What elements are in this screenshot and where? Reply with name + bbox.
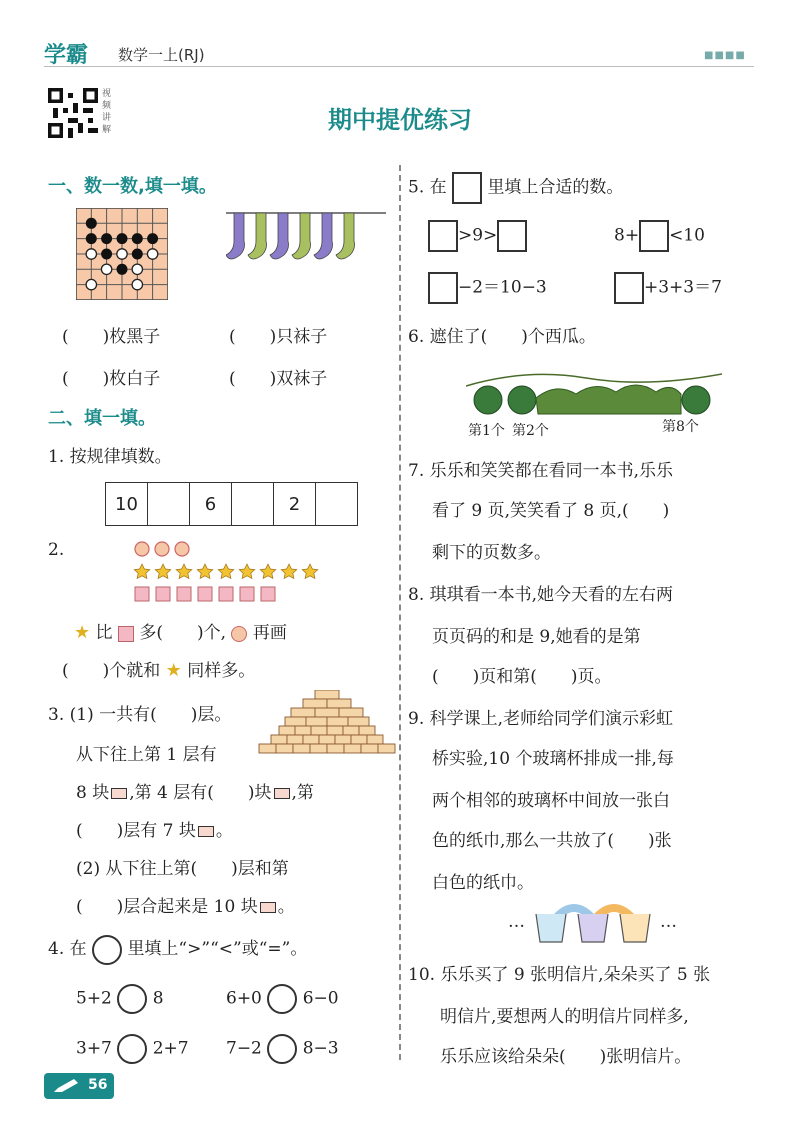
sock-pairs-blank: ( )双袜子 <box>229 369 328 389</box>
q4-text-a: 4. 在 <box>48 939 87 959</box>
q8-line: ( )页和第( )页。 <box>432 667 612 687</box>
seq-cell-blank[interactable] <box>232 483 274 525</box>
q3-text: ( )层合起来是 10 块 <box>76 897 258 917</box>
star-icon: ★ <box>74 622 91 643</box>
book-title: 数学一上(RJ) <box>118 46 205 64</box>
single-socks-blank: ( )只袜子 <box>229 327 328 347</box>
q5-expr-3 <box>428 272 547 304</box>
q9-line: 白色的纸巾。 <box>432 873 534 893</box>
brick-icon <box>111 788 127 799</box>
compare-left: 5+2 <box>76 988 112 1009</box>
compare-item <box>76 1034 189 1064</box>
q5-expr-text: <10 <box>669 225 705 246</box>
brick-icon <box>260 902 276 913</box>
answer-box[interactable] <box>614 272 644 304</box>
q9-line: 桥实验,10 个玻璃杯排成一排,每 <box>432 749 674 769</box>
seq-cell: 6 <box>190 483 232 525</box>
circle-icon <box>231 626 247 642</box>
q5-text-a: 5. 在 <box>408 177 447 198</box>
compare-item <box>226 1034 339 1064</box>
brick-icon <box>198 826 214 837</box>
compare-circle[interactable] <box>117 984 147 1014</box>
q5-expr-text: −2＝10−3 <box>458 277 547 298</box>
q10-line: 10. 乐乐买了 9 张明信片,朵朵买了 5 张 <box>408 965 711 985</box>
q3-text: 8 块 <box>76 783 110 803</box>
go-board-image <box>76 208 168 300</box>
section-1-heading: 一、数一数,填一填。 <box>48 176 217 197</box>
column-divider <box>399 165 401 1060</box>
q2-shapes-image <box>132 540 332 606</box>
square-blank-icon <box>452 172 482 204</box>
q8-line: 页页码的和是 9,她看的是第 <box>432 627 641 647</box>
black-stones-blank: ( )枚黑子 <box>62 327 161 347</box>
compare-right: 8−3 <box>302 1038 339 1059</box>
q2-text: ( )个就和 <box>62 661 161 681</box>
q5-expr-4 <box>614 272 722 304</box>
compare-circle[interactable] <box>117 1034 147 1064</box>
answer-box[interactable] <box>428 272 458 304</box>
compare-item <box>76 984 164 1014</box>
q5-expr-text: +3+3＝7 <box>644 277 722 298</box>
compare-circle[interactable] <box>267 1034 297 1064</box>
white-stones-blank: ( )枚白子 <box>62 369 161 389</box>
q3-text: ,第 4 层有( )块 <box>129 783 272 803</box>
q3-text: ( )层有 7 块 <box>76 821 196 841</box>
brand-logo: 学霸 <box>44 43 89 68</box>
q5-expr-2 <box>614 220 705 252</box>
melon-label-2: 第2个 <box>512 423 549 439</box>
compare-left: 7−2 <box>226 1038 262 1059</box>
q10-line: 乐乐应该给朵朵( )张明信片。 <box>440 1047 692 1067</box>
compare-item <box>226 984 339 1014</box>
q6-text: 6. 遮住了( )个西瓜。 <box>408 327 596 347</box>
page-number: 56 <box>88 1077 108 1093</box>
compare-circle[interactable] <box>267 984 297 1014</box>
compare-right: 6−0 <box>302 988 339 1009</box>
q9-line: 色的纸巾,那么一共放了( )张 <box>432 831 672 851</box>
seq-cell: 2 <box>274 483 316 525</box>
q5-expr-1 <box>428 220 527 252</box>
header-marks: ■■■■ <box>704 50 746 61</box>
dots-right: … <box>660 912 677 932</box>
compare-right: 2+7 <box>152 1038 189 1059</box>
compare-right: 8 <box>152 988 164 1009</box>
q4-text-b: 里填上“>”“<”或“=”。 <box>127 939 308 959</box>
q3-text: 。 <box>215 821 233 841</box>
q2-line1 <box>74 618 287 643</box>
q5-text <box>408 172 623 204</box>
star-icon: ★ <box>165 660 182 681</box>
q2-number: 2. <box>48 540 65 560</box>
seq-cell-blank[interactable] <box>148 483 190 525</box>
page-number-badge <box>44 1073 114 1099</box>
q10-line: 明信片,要想两人的明信片同样多, <box>440 1007 689 1027</box>
melon-label-1: 第1个 <box>468 423 505 439</box>
answer-box[interactable] <box>639 220 669 252</box>
q3-text: 。 <box>277 897 295 917</box>
seq-cell-blank[interactable] <box>316 483 357 525</box>
dots-left: … <box>508 912 525 932</box>
q3-line6 <box>76 892 295 917</box>
q7-line: 看了 9 页,笑笑看了 8 页,( ) <box>432 501 670 521</box>
rainbow-bridge-image <box>528 900 660 946</box>
square-icon <box>118 626 134 642</box>
q2-text: 多( )个, <box>139 623 227 643</box>
number-sequence-table <box>105 482 358 526</box>
brick-icon <box>274 788 290 799</box>
watermelon-vine-image <box>466 368 722 418</box>
q2-line2 <box>62 656 255 681</box>
compare-left: 6+0 <box>226 988 262 1009</box>
q9-line: 两个相邻的玻璃杯中间放一张白 <box>432 791 670 811</box>
q5-text-b: 里填上合适的数。 <box>487 177 624 198</box>
q3-line3 <box>76 778 314 803</box>
seq-cell: 10 <box>106 483 148 525</box>
q2-text: 比 <box>95 623 113 643</box>
q8-line: 8. 琪琪看一本书,她今天看的左右两 <box>408 585 674 605</box>
q2-text: 再画 <box>252 623 287 643</box>
q7-line: 7. 乐乐和笑笑都在看同一本书,乐乐 <box>408 461 674 481</box>
pencil-icon <box>52 1078 80 1094</box>
q2-text: 同样多。 <box>187 661 256 681</box>
q3-line5: (2) 从下往上第( )层和第 <box>76 859 289 879</box>
q3-text: ,第 <box>291 783 314 803</box>
q1-text: 1. 按规律填数。 <box>48 447 172 467</box>
q7-line: 剩下的页数多。 <box>432 543 551 563</box>
socks-on-line-image <box>226 205 386 267</box>
q3-line1: 3. (1) 一共有( )层。 <box>48 705 232 725</box>
answer-box[interactable] <box>497 220 527 252</box>
answer-box[interactable] <box>428 220 458 252</box>
q3-line4 <box>76 816 233 841</box>
qr-caption: 视频讲解 <box>102 89 112 135</box>
melon-label-8: 第8个 <box>662 419 699 435</box>
q5-expr-text: >9> <box>458 225 498 246</box>
q4-text <box>48 934 307 965</box>
page-title: 期中提优练习 <box>328 106 472 134</box>
q3-line2: 从下往上第 1 层有 <box>76 745 217 765</box>
compare-left: 3+7 <box>76 1038 112 1059</box>
header-rule <box>44 66 754 67</box>
section-2-heading: 二、填一填。 <box>48 408 156 429</box>
q5-expr-text: 8+ <box>614 225 640 246</box>
brick-pyramid-image <box>258 690 396 762</box>
q9-line: 9. 科学课上,老师给同学们演示彩虹 <box>408 709 674 729</box>
circle-blank-icon <box>92 935 122 965</box>
